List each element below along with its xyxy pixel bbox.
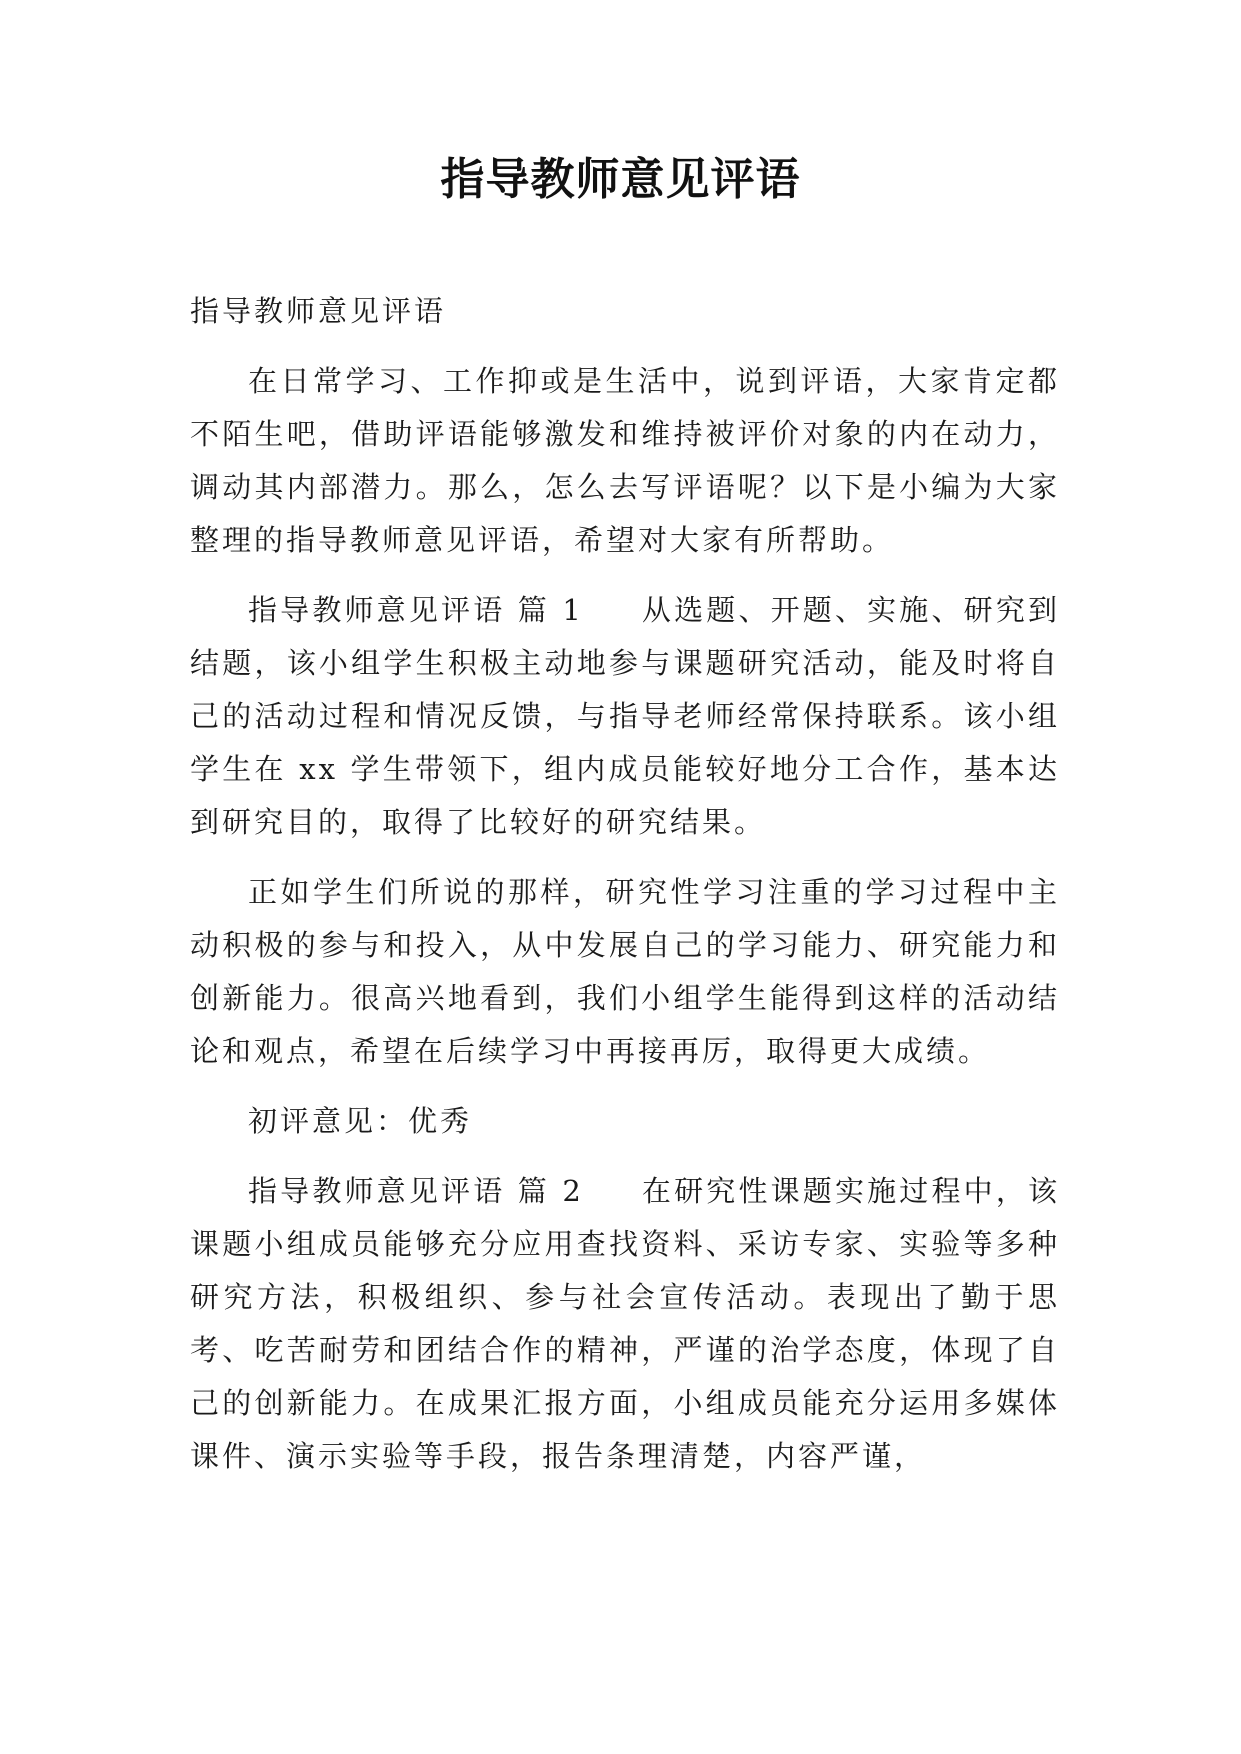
document-subtitle: 指导教师意见评语 — [190, 294, 447, 328]
intro-paragraph: 在日常学习、工作抑或是生活中，说到评语，大家肯定都不陌生吧，借助评语能够激发和维持被评价对象的内在动力，调动其内部潜力。那么，怎么去写评语呢？以下是小编为大家整理的指导教师意见评语，希望对大家有所帮助。 — [190, 364, 1060, 557]
section1-text: 从选题、开题、实施、研究到结题，该小组学生积极主动地参与课题研究活动，能及时将自己的活动过程和情况反馈，与指导老师经常保持联系。该小组学生在 xx 学生带领下，组内成员能较好地分工合作，基本达到研究目的，取得了比较好的研究结果。 — [190, 593, 1060, 839]
section1-evaluation: 初评意见：优秀 — [248, 1104, 473, 1138]
section2-label: 指导教师意见评语 篇 2 — [248, 1174, 584, 1208]
section1-paragraph — [190, 584, 1060, 849]
section2-text: 在研究性课题实施过程中，该课题小组成员能够充分应用查找资料、采访专家、实验等多种研究方法，积极组织、参与社会宣传活动。表现出了勤于思考、吃苦耐劳和团结合作的精神，严谨的治学态度，体现了自己的创新能力。在成果汇报方面，小组成员能充分运用多媒体课件、演示实验等手段，报告条理清楚，内容严谨， — [190, 1174, 1060, 1473]
section1-label: 指导教师意见评语 篇 1 — [248, 593, 584, 627]
section2-paragraph — [190, 1165, 1060, 1483]
section1-paragraph-2: 正如学生们所说的那样，研究性学习注重的学习过程中主动积极的参与和投入，从中发展自己的学习能力、研究能力和创新能力。很高兴地看到，我们小组学生能得到这样的活动结论和观点，希望在后续学习中再接再厉，取得更大成绩。 — [190, 875, 1060, 1068]
document-body — [190, 285, 1060, 1500]
document-title: 指导教师意见评语 — [440, 154, 801, 205]
